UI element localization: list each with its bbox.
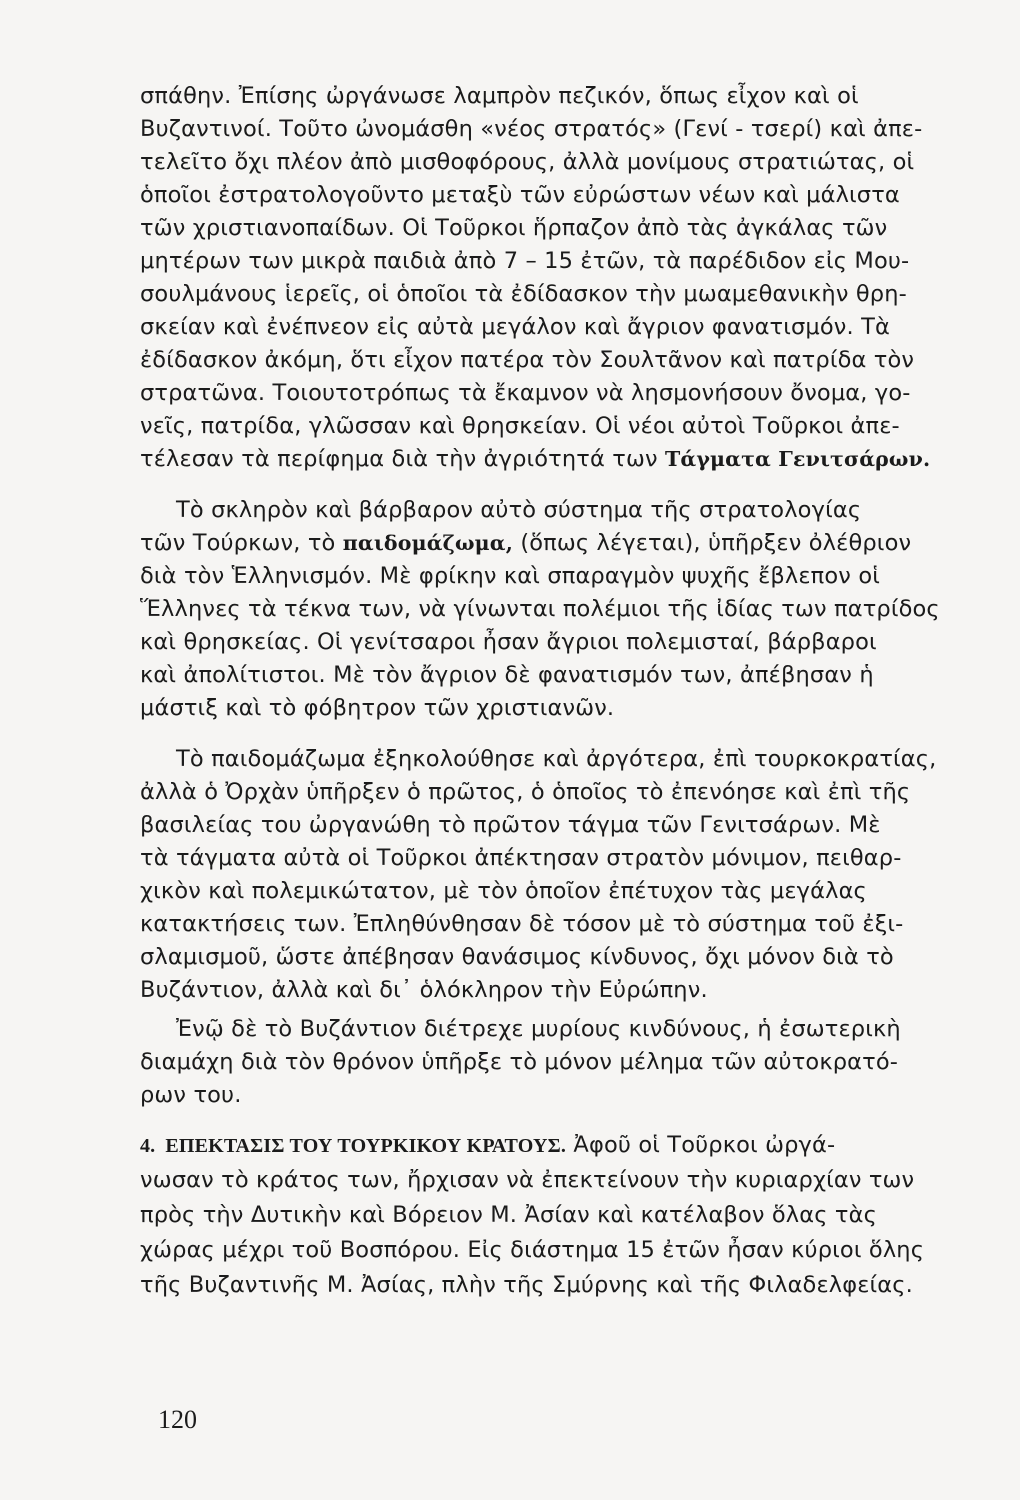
text-line: μητέρων των μικρὰ παιδιὰ ἀπὸ 7 – 15 ἐτῶν, τὰ παρέδιδον εἰς Μου- (140, 248, 910, 274)
text-line: νωσαν τὸ κράτος των, ἤρχισαν νὰ ἐπεκτείνουν τὴν κυριαρχίαν των (140, 1167, 915, 1193)
text-line: Βυζάντιον, ἀλλὰ καὶ δι᾽ ὁλόκληρον τὴν Εὐρώπην. (140, 977, 708, 1003)
book-page (140, 80, 985, 1480)
text-line: Βυζαντινοί. Τοῦτο ὠνομάσθη «νέος στρατός» (Γενί - τσερί) καὶ ἀπε- (140, 116, 923, 142)
text-line: τελεῖτο ὄχι πλέον ἀπὸ μισθοφόρους, ἀλλὰ μονίμους στρατιώτας, οἱ (140, 149, 915, 175)
text-line: Ἕλληνες τὰ τέκνα των, νὰ γίνωνται πολέμιοι τῆς ἰδίας των πατρίδος (140, 596, 940, 622)
text-span: τῶν Τούρκων, τὸ (140, 530, 336, 556)
text-line: καὶ ἀπολίτιστοι. Μὲ τὸν ἄγριον δὲ φανατισμόν των, ἀπέβησαν ἡ (140, 662, 874, 688)
text-line: Ἐνῷ δὲ τὸ Βυζάντιον διέτρεχε μυρίους κινδύνους, ἡ ἐσωτερικὴ (176, 1016, 901, 1042)
text-line: χώρας μέχρι τοῦ Βοσπόρου. Εἰς διάστημα 15 ἐτῶν ἦσαν κύριοι ὅλης (140, 1237, 925, 1263)
text-line: χικὸν καὶ πολεμικώτατον, μὲ τὸν ὁποῖον ἐπέτυχον τὰς μεγάλας (140, 878, 867, 904)
section-heading-line (140, 1129, 985, 1162)
page-number: 120 (158, 1405, 197, 1434)
text-line: τῆς Βυζαντινῆς Μ. Ἀσίας, πλὴν τῆς Σμύρνης καὶ τῆς Φιλαδελφείας. (140, 1272, 913, 1298)
text-line (140, 527, 985, 559)
text-line: σκείαν καὶ ἐνέπνεον εἰς αὐτὰ μεγάλον καὶ ἄγριον φανατισμόν. Τὰ (140, 314, 891, 340)
text-line: στρατῶνα. Τοιουτοτρόπως τὰ ἔκαμνον νὰ λησμονήσουν ὄνομα, γο- (140, 380, 911, 406)
text-line: ἀλλὰ ὁ Ὀρχὰν ὑπῆρξεν ὁ πρῶτος, ὁ ὁποῖος τὸ ἐπενόησε καὶ ἐπὶ τῆς (140, 779, 911, 805)
text-line (140, 443, 985, 475)
text-line: Τὸ παιδομάζωμα ἐξηκολούθησε καὶ ἀργότερα, ἐπὶ τουρκοκρατίας, (176, 746, 937, 772)
text-line: καὶ θρησκείας. Οἱ γενίτσαροι ἦσαν ἄγριοι πολεμισταί, βάρβαροι (140, 629, 877, 655)
text-line: κατακτήσεις των. Ἐπληθύνθησαν δὲ τόσον μὲ τὸ σύστημα τοῦ ἐξι- (140, 911, 904, 937)
text-line: διὰ τὸν Ἑλληνισμόν. Μὲ φρίκην καὶ σπαραγμὸν ψυχῆς ἔβλεπον οἱ (140, 563, 880, 589)
text-line: διαμάχη διὰ τὸν θρόνον ὑπῆρξε τὸ μόνον μέλημα τῶν αὐτοκρατό- (140, 1049, 899, 1075)
text-line: μάστιξ καὶ τὸ φόβητρον τῶν χριστιανῶν. (140, 695, 615, 721)
section-title: ΕΠΕΚΤΑΣΙΣ ΤΟΥ ΤΟΥΡΚΙΚΟΥ ΚΡΑΤΟΥΣ. (165, 1135, 567, 1157)
text-line: σλαμισμοῦ, ὥστε ἀπέβησαν θανάσιμος κίνδυνος, ὄχι μόνον διὰ τὸ (140, 944, 894, 970)
text-line: ρων του. (140, 1082, 242, 1108)
text-line: Τὸ σκληρὸν καὶ βάρβαρον αὐτὸ σύστημα τῆς στρατολογίας (176, 497, 862, 523)
text-line: ὁποῖοι ἐστρατολογοῦντο μεταξὺ τῶν εὐρώστων νέων καὶ μάλιστα (140, 182, 900, 208)
bold-term: Τάγματα Γενιτσάρων. (665, 447, 931, 471)
text-span: τέλεσαν τὰ περίφημα διὰ τὴν ἀγριότητά των (140, 446, 658, 472)
section-number: 4. (140, 1135, 156, 1157)
text-line: τὰ τάγματα αὐτὰ οἱ Τοῦρκοι ἀπέκτησαν στρατὸν μόνιμον, πειθαρ- (140, 845, 902, 871)
text-line: νεῖς, πατρίδα, γλῶσσαν καὶ θρησκείαν. Οἱ νέοι αὐτοὶ Τοῦρκοι ἀπε- (140, 413, 900, 439)
text-line: σουλμάνους ἱερεῖς, οἱ ὁποῖοι τὰ ἐδίδασκον τὴν μωαμεθανικὴν θρη- (140, 281, 907, 307)
text-line: βασιλείας του ὠργανώθη τὸ πρῶτον τάγμα τῶν Γενιτσάρων. Μὲ (140, 812, 881, 838)
bold-term: παιδομάζωμα, (342, 531, 513, 555)
text-line: ἐδίδασκον ἀκόμη, ὅτι εἶχον πατέρα τὸν Σουλτᾶνον καὶ πατρίδα τὸν (140, 347, 915, 373)
text-line: πρὸς τὴν Δυτικὴν καὶ Βόρειον Μ. Ἀσίαν καὶ κατέλαβον ὅλας τὰς (140, 1202, 877, 1228)
text-span: (ὅπως λέγεται), ὑπῆρξεν ὀλέθριον (520, 530, 912, 556)
text-line: τῶν χριστιανοπαίδων. Οἱ Τοῦρκοι ἥρπαζον ἀπὸ τὰς ἀγκάλας τῶν (140, 215, 888, 241)
text-span: Ἀφοῦ οἱ Τοῦρκοι ὠργά- (573, 1132, 836, 1158)
text-line: σπάθην. Ἐπίσης ὠργάνωσε λαμπρὸν πεζικόν, ὅπως εἶχον καὶ οἱ (140, 83, 859, 109)
